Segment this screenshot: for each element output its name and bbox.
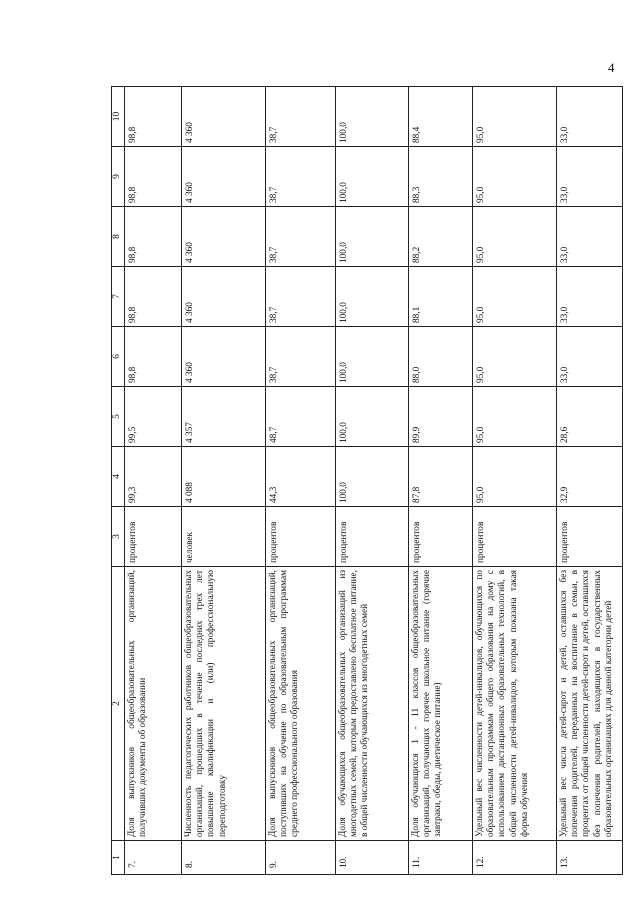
indicator-description: Численность педагогических работников общеобразовательных организаций, прошедших в течение последних трех лет повышение квалификации и (или) профессиональную переподготовку: [181, 567, 265, 841]
column-header: 3: [112, 507, 125, 567]
value-cell: 88,2: [408, 207, 472, 267]
value-cell: 4 360: [181, 267, 265, 327]
value-cell: 33,0: [556, 147, 622, 207]
value-cell: 89,9: [408, 387, 472, 447]
indicator-description: Доля выпускников общеобразовательных организаций, получивших документы об образовании: [124, 567, 181, 841]
value-cell: 38,7: [265, 87, 335, 147]
value-cell: 95,0: [472, 147, 556, 207]
value-cell: 38,7: [265, 327, 335, 387]
table-row: [265, 87, 335, 875]
table-row: [556, 87, 622, 875]
table-row: [124, 87, 181, 875]
value-cell: 4 088: [181, 447, 265, 507]
value-cell: 28,6: [556, 387, 622, 447]
value-cell: 95,0: [472, 207, 556, 267]
column-header: 2: [112, 567, 125, 841]
value-cell: 100,0: [335, 267, 408, 327]
value-cell: 100,0: [335, 387, 408, 447]
value-cell: 4 360: [181, 147, 265, 207]
indicator-description: Удельный вес численности детей-инвалидов, обучающихся по образовательным программам общего образования на дому с использованием дистанционных образовательных технологий, в общей численности детей-инвалидов, которым показана такая форма обучения: [472, 567, 556, 841]
table-row: [408, 87, 472, 875]
table-header-row: [112, 87, 125, 875]
value-cell: 100,0: [335, 327, 408, 387]
value-cell: 88,1: [408, 267, 472, 327]
unit-cell: человек: [181, 507, 265, 567]
value-cell: 88,3: [408, 147, 472, 207]
unit-cell: процентов: [265, 507, 335, 567]
column-header: 4: [112, 447, 125, 507]
row-number: 12.: [472, 841, 556, 875]
row-number: 11.: [408, 841, 472, 875]
value-cell: 98,8: [124, 327, 181, 387]
value-cell: 95,0: [472, 327, 556, 387]
value-cell: 38,7: [265, 207, 335, 267]
row-number: 8.: [181, 841, 265, 875]
value-cell: 32,9: [556, 447, 622, 507]
value-cell: 33,0: [556, 207, 622, 267]
table-row: [335, 87, 408, 875]
value-cell: 100,0: [335, 447, 408, 507]
value-cell: 98,8: [124, 147, 181, 207]
column-header: 10: [112, 87, 125, 147]
column-header: 5: [112, 387, 125, 447]
row-number: 10.: [335, 841, 408, 875]
table-row: [472, 87, 556, 875]
value-cell: 44,3: [265, 447, 335, 507]
value-cell: 4 360: [181, 327, 265, 387]
unit-cell: процентов: [556, 507, 622, 567]
value-cell: 33,0: [556, 87, 622, 147]
indicator-description: Доля обучающихся общеобразовательных организаций из многодетных семей, которым предоставлено бесплатное питание, в общей численности обучающихся из многодетных семей: [335, 567, 408, 841]
value-cell: 100,0: [335, 87, 408, 147]
value-cell: 4 360: [181, 87, 265, 147]
column-header: 8: [112, 207, 125, 267]
value-cell: 88,4: [408, 87, 472, 147]
unit-cell: процентов: [408, 507, 472, 567]
page-number: 4: [608, 60, 615, 75]
value-cell: 98,8: [124, 267, 181, 327]
rotated-table-wrapper: [111, 87, 614, 875]
value-cell: 95,0: [472, 447, 556, 507]
value-cell: 87,8: [408, 447, 472, 507]
value-cell: 33,0: [556, 327, 622, 387]
value-cell: 99,3: [124, 447, 181, 507]
table-row: [181, 87, 265, 875]
value-cell: 99,5: [124, 387, 181, 447]
value-cell: 33,0: [556, 267, 622, 327]
value-cell: 98,8: [124, 87, 181, 147]
value-cell: 100,0: [335, 147, 408, 207]
indicators-table: [111, 86, 623, 875]
column-header: 9: [112, 147, 125, 207]
value-cell: 100,0: [335, 207, 408, 267]
value-cell: 88,0: [408, 327, 472, 387]
unit-cell: процентов: [335, 507, 408, 567]
row-number: 9.: [265, 841, 335, 875]
value-cell: 95,0: [472, 387, 556, 447]
value-cell: 4 360: [181, 207, 265, 267]
unit-cell: процентов: [124, 507, 181, 567]
indicator-description: Удельный вес числа детей-сирот и детей, оставшихся без попечения родителей, переданных на воспитание в семьи, в процентах от общей численности детей-сирот и детей, оставшихся без попечения родителей, находящихся в государственных образовательных организациях для данной категории детей: [556, 567, 622, 841]
value-cell: 95,0: [472, 267, 556, 327]
indicator-description: Доля обучающихся 1 - 11 классов общеобразовательных организаций, получающих горячее школьное питание (горячие завтраки, обеды, диетическое питание): [408, 567, 472, 841]
column-header: 1: [112, 841, 125, 875]
value-cell: 4 357: [181, 387, 265, 447]
unit-cell: процентов: [472, 507, 556, 567]
indicator-description: Доля выпускников общеобразовательных организаций, поступивших на обучение по образовательным программам среднего профессионального образования: [265, 567, 335, 841]
value-cell: 38,7: [265, 147, 335, 207]
value-cell: 38,7: [265, 267, 335, 327]
value-cell: 95,0: [472, 87, 556, 147]
column-header: 6: [112, 327, 125, 387]
value-cell: 98,8: [124, 207, 181, 267]
row-number: 7.: [124, 841, 181, 875]
column-header: 7: [112, 267, 125, 327]
row-number: 13.: [556, 841, 622, 875]
value-cell: 48,7: [265, 387, 335, 447]
